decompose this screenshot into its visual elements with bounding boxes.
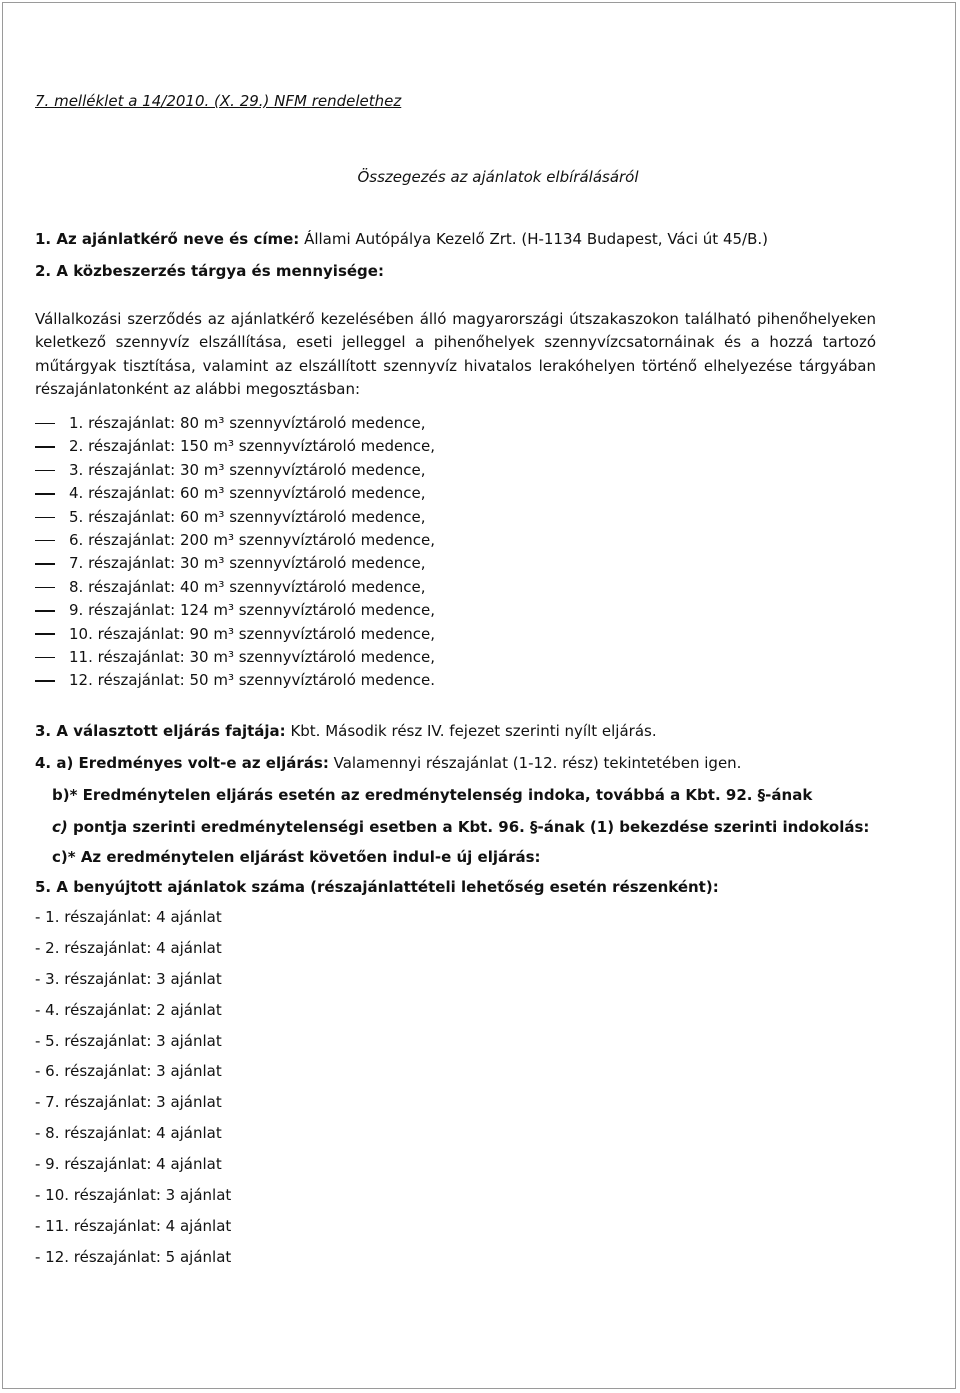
- part-text: 11. részajánlat: 30 m³ szennyvíztároló medence,: [69, 647, 436, 666]
- section-2-label: 2. A közbeszerzés tárgya és mennyisége:: [35, 262, 384, 280]
- list-item: [35, 623, 435, 646]
- list-item: - 5. részajánlat: 3 ajánlat: [35, 1031, 222, 1050]
- list-item: [35, 529, 435, 552]
- dash-icon: [35, 423, 55, 425]
- annex-header: 7. melléklet a 14/2010. (X. 29.) NFM rendelethez: [35, 92, 402, 110]
- section-4a-label: 4. a) Eredményes volt-e az eljárás:: [35, 754, 329, 772]
- dash-icon: [35, 610, 55, 612]
- dash-icon: [35, 633, 55, 635]
- list-item: - 8. részajánlat: 4 ajánlat: [35, 1124, 222, 1143]
- list-item: [35, 552, 435, 575]
- dash-icon: [35, 517, 55, 519]
- list-item: - 9. részajánlat: 4 ajánlat: [35, 1155, 222, 1174]
- list-item: [35, 669, 435, 692]
- section-5-label: 5. A benyújtott ajánlatok száma (részajánlattételi lehetőség esetén részenként):: [35, 878, 719, 896]
- part-text: 12. részajánlat: 50 m³ szennyvíztároló medence.: [69, 671, 436, 690]
- list-item: [35, 599, 435, 622]
- section-3-label: 3. A választott eljárás fajtája:: [35, 722, 286, 740]
- section-4c-line: c)* Az eredménytelen eljárást követően indul-e új eljárás:: [52, 848, 541, 866]
- part-text: 5. részajánlat: 60 m³ szennyvíztároló medence,: [69, 507, 426, 526]
- section-2-paragraph: Vállalkozási szerződés az ajánlatkérő kezelésében álló magyarországi útszakaszokon található pihenőhelyeken keletkező szennyvíz elszállítása, eseti jelleggel a pihenőhelyek szennyvízcsatornáinak és a hozzá tartozó műtárgyak tisztítása, valamint az elszállított szennyvíz hivatalos lerakóhelyen történő elhelyezése tárgyában részajánlatonként az alábbi megosztásban:: [35, 310, 876, 399]
- dash-icon: [35, 493, 55, 495]
- list-item: [35, 412, 435, 435]
- section-4b-line2: [52, 818, 869, 836]
- list-item: - 1. részajánlat: 4 ajánlat: [35, 908, 222, 926]
- list-item: - 12. részajánlat: 5 ajánlat: [35, 1247, 232, 1266]
- section-4b-line1: b)* Eredménytelen eljárás esetén az eredménytelenség indoka, továbbá a Kbt. 92. §-ának: [52, 786, 813, 804]
- section-4a: [35, 754, 741, 772]
- section-1-label: 1. Az ajánlatkérő neve és címe:: [35, 230, 300, 248]
- list-item: [35, 435, 435, 458]
- part-list: [35, 412, 435, 693]
- part-text: 10. részajánlat: 90 m³ szennyvíztároló medence,: [69, 624, 436, 643]
- part-text: 8. részajánlat: 40 m³ szennyvíztároló medence,: [69, 577, 426, 596]
- dash-icon: [35, 563, 55, 565]
- list-item: [35, 576, 435, 599]
- dash-icon: [35, 680, 55, 682]
- dash-icon: [35, 540, 55, 542]
- document-title: [0, 168, 960, 186]
- list-item: - 11. részajánlat: 4 ajánlat: [35, 1216, 232, 1235]
- section-4b-c-marker: c): [52, 818, 68, 836]
- list-item: - 6. részajánlat: 3 ajánlat: [35, 1062, 222, 1081]
- list-item: - 4. részajánlat: 2 ajánlat: [35, 1000, 222, 1019]
- part-text: 4. részajánlat: 60 m³ szennyvíztároló medence,: [69, 484, 426, 503]
- list-item: - 3. részajánlat: 3 ajánlat: [35, 969, 222, 988]
- dash-icon: [35, 657, 55, 659]
- section-1: [35, 230, 768, 248]
- list-item: [35, 506, 435, 529]
- list-item: - 2. részajánlat: 4 ajánlat: [35, 938, 222, 957]
- section-3: [35, 722, 657, 740]
- section-4b-line2-text: pontja szerinti eredménytelenségi esetben a Kbt. 96. §-ának (1) bekezdése szerinti indokolás:: [67, 818, 870, 836]
- list-item: [35, 482, 435, 505]
- section-3-value: Kbt. Második rész IV. fejezet szerinti nyílt eljárás.: [290, 722, 657, 740]
- part-text: 9. részajánlat: 124 m³ szennyvíztároló medence,: [69, 601, 436, 620]
- dash-icon: [35, 446, 55, 448]
- offer-list: [35, 905, 231, 1276]
- dash-icon: [35, 470, 55, 472]
- section-1-value: Állami Autópálya Kezelő Zrt. (H-1134 Budapest, Váci út 45/B.): [304, 230, 768, 248]
- part-text: 3. részajánlat: 30 m³ szennyvíztároló medence,: [69, 460, 426, 479]
- list-item: [35, 646, 435, 669]
- section-4a-value: Valamennyi részajánlat (1-12. rész) tekintetében igen.: [333, 754, 742, 772]
- dash-icon: [35, 587, 55, 589]
- part-text: 2. részajánlat: 150 m³ szennyvíztároló medence,: [69, 437, 436, 456]
- part-text: 7. részajánlat: 30 m³ szennyvíztároló medence,: [69, 554, 426, 573]
- list-item: - 10. részajánlat: 3 ajánlat: [35, 1186, 232, 1205]
- part-text: 6. részajánlat: 200 m³ szennyvíztároló medence,: [69, 530, 436, 549]
- document-title-text: Összegezés az ajánlatok elbírálásáról: [357, 168, 639, 186]
- list-item: - 7. részajánlat: 3 ajánlat: [35, 1093, 222, 1112]
- part-text: 1. részajánlat: 80 m³ szennyvíztároló medence,: [69, 414, 426, 432]
- list-item: [35, 459, 435, 482]
